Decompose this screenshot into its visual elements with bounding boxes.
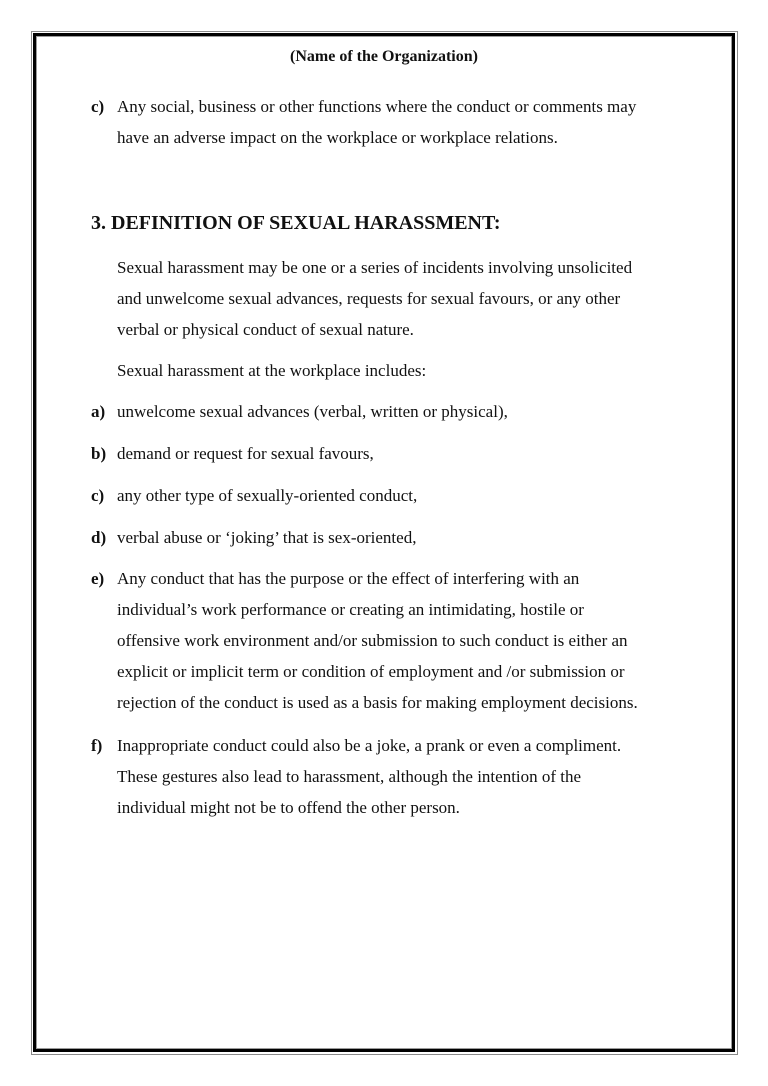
list-item-label: e) (91, 569, 105, 588)
list-item-label: c) (91, 486, 105, 505)
definition-line: Sexual harassment may be one or a series of incidents involving unsolicited (117, 258, 633, 277)
list-item-line: offensive work environment and/or submission to such conduct is either an (117, 631, 628, 650)
organization-name-header: (Name of the Organization) (290, 48, 478, 65)
intro-item-label: c) (91, 97, 105, 116)
list-item-line: unwelcome sexual advances (verbal, written or physical), (117, 402, 508, 421)
list-item-line: Any conduct that has the purpose or the effect of interfering with an (117, 569, 580, 588)
list-item-label: f) (91, 736, 103, 755)
list-item-label: d) (91, 528, 107, 547)
list-item-label: a) (91, 402, 106, 421)
section-heading: 3. DEFINITION OF SEXUAL HARASSMENT: (91, 212, 501, 234)
definition-line: verbal or physical conduct of sexual nature. (117, 320, 414, 339)
list-item-line: any other type of sexually-oriented conduct, (117, 486, 418, 505)
list-item-label: b) (91, 444, 107, 463)
list-item-line: demand or request for sexual favours, (117, 444, 374, 463)
list-item-line: individual’s work performance or creating an intimidating, hostile or (117, 600, 584, 619)
list-item-line: rejection of the conduct is used as a basis for making employment decisions. (117, 693, 638, 712)
list-item-line: individual might not be to offend the other person. (117, 798, 460, 817)
includes-intro: Sexual harassment at the workplace includes: (117, 361, 427, 380)
intro-item-line: have an adverse impact on the workplace or workplace relations. (117, 128, 558, 147)
list-item-line: Inappropriate conduct could also be a joke, a prank or even a compliment. (117, 736, 622, 755)
list-item-line: explicit or implicit term or condition of employment and /or submission or (117, 662, 625, 681)
list-item-line: verbal abuse or ‘joking’ that is sex-oriented, (117, 528, 417, 547)
intro-item-line: Any social, business or other functions where the conduct or comments may (117, 97, 637, 116)
definition-line: and unwelcome sexual advances, requests for sexual favours, or any other (117, 289, 621, 308)
list-item-line: These gestures also lead to harassment, although the intention of the (117, 767, 582, 786)
